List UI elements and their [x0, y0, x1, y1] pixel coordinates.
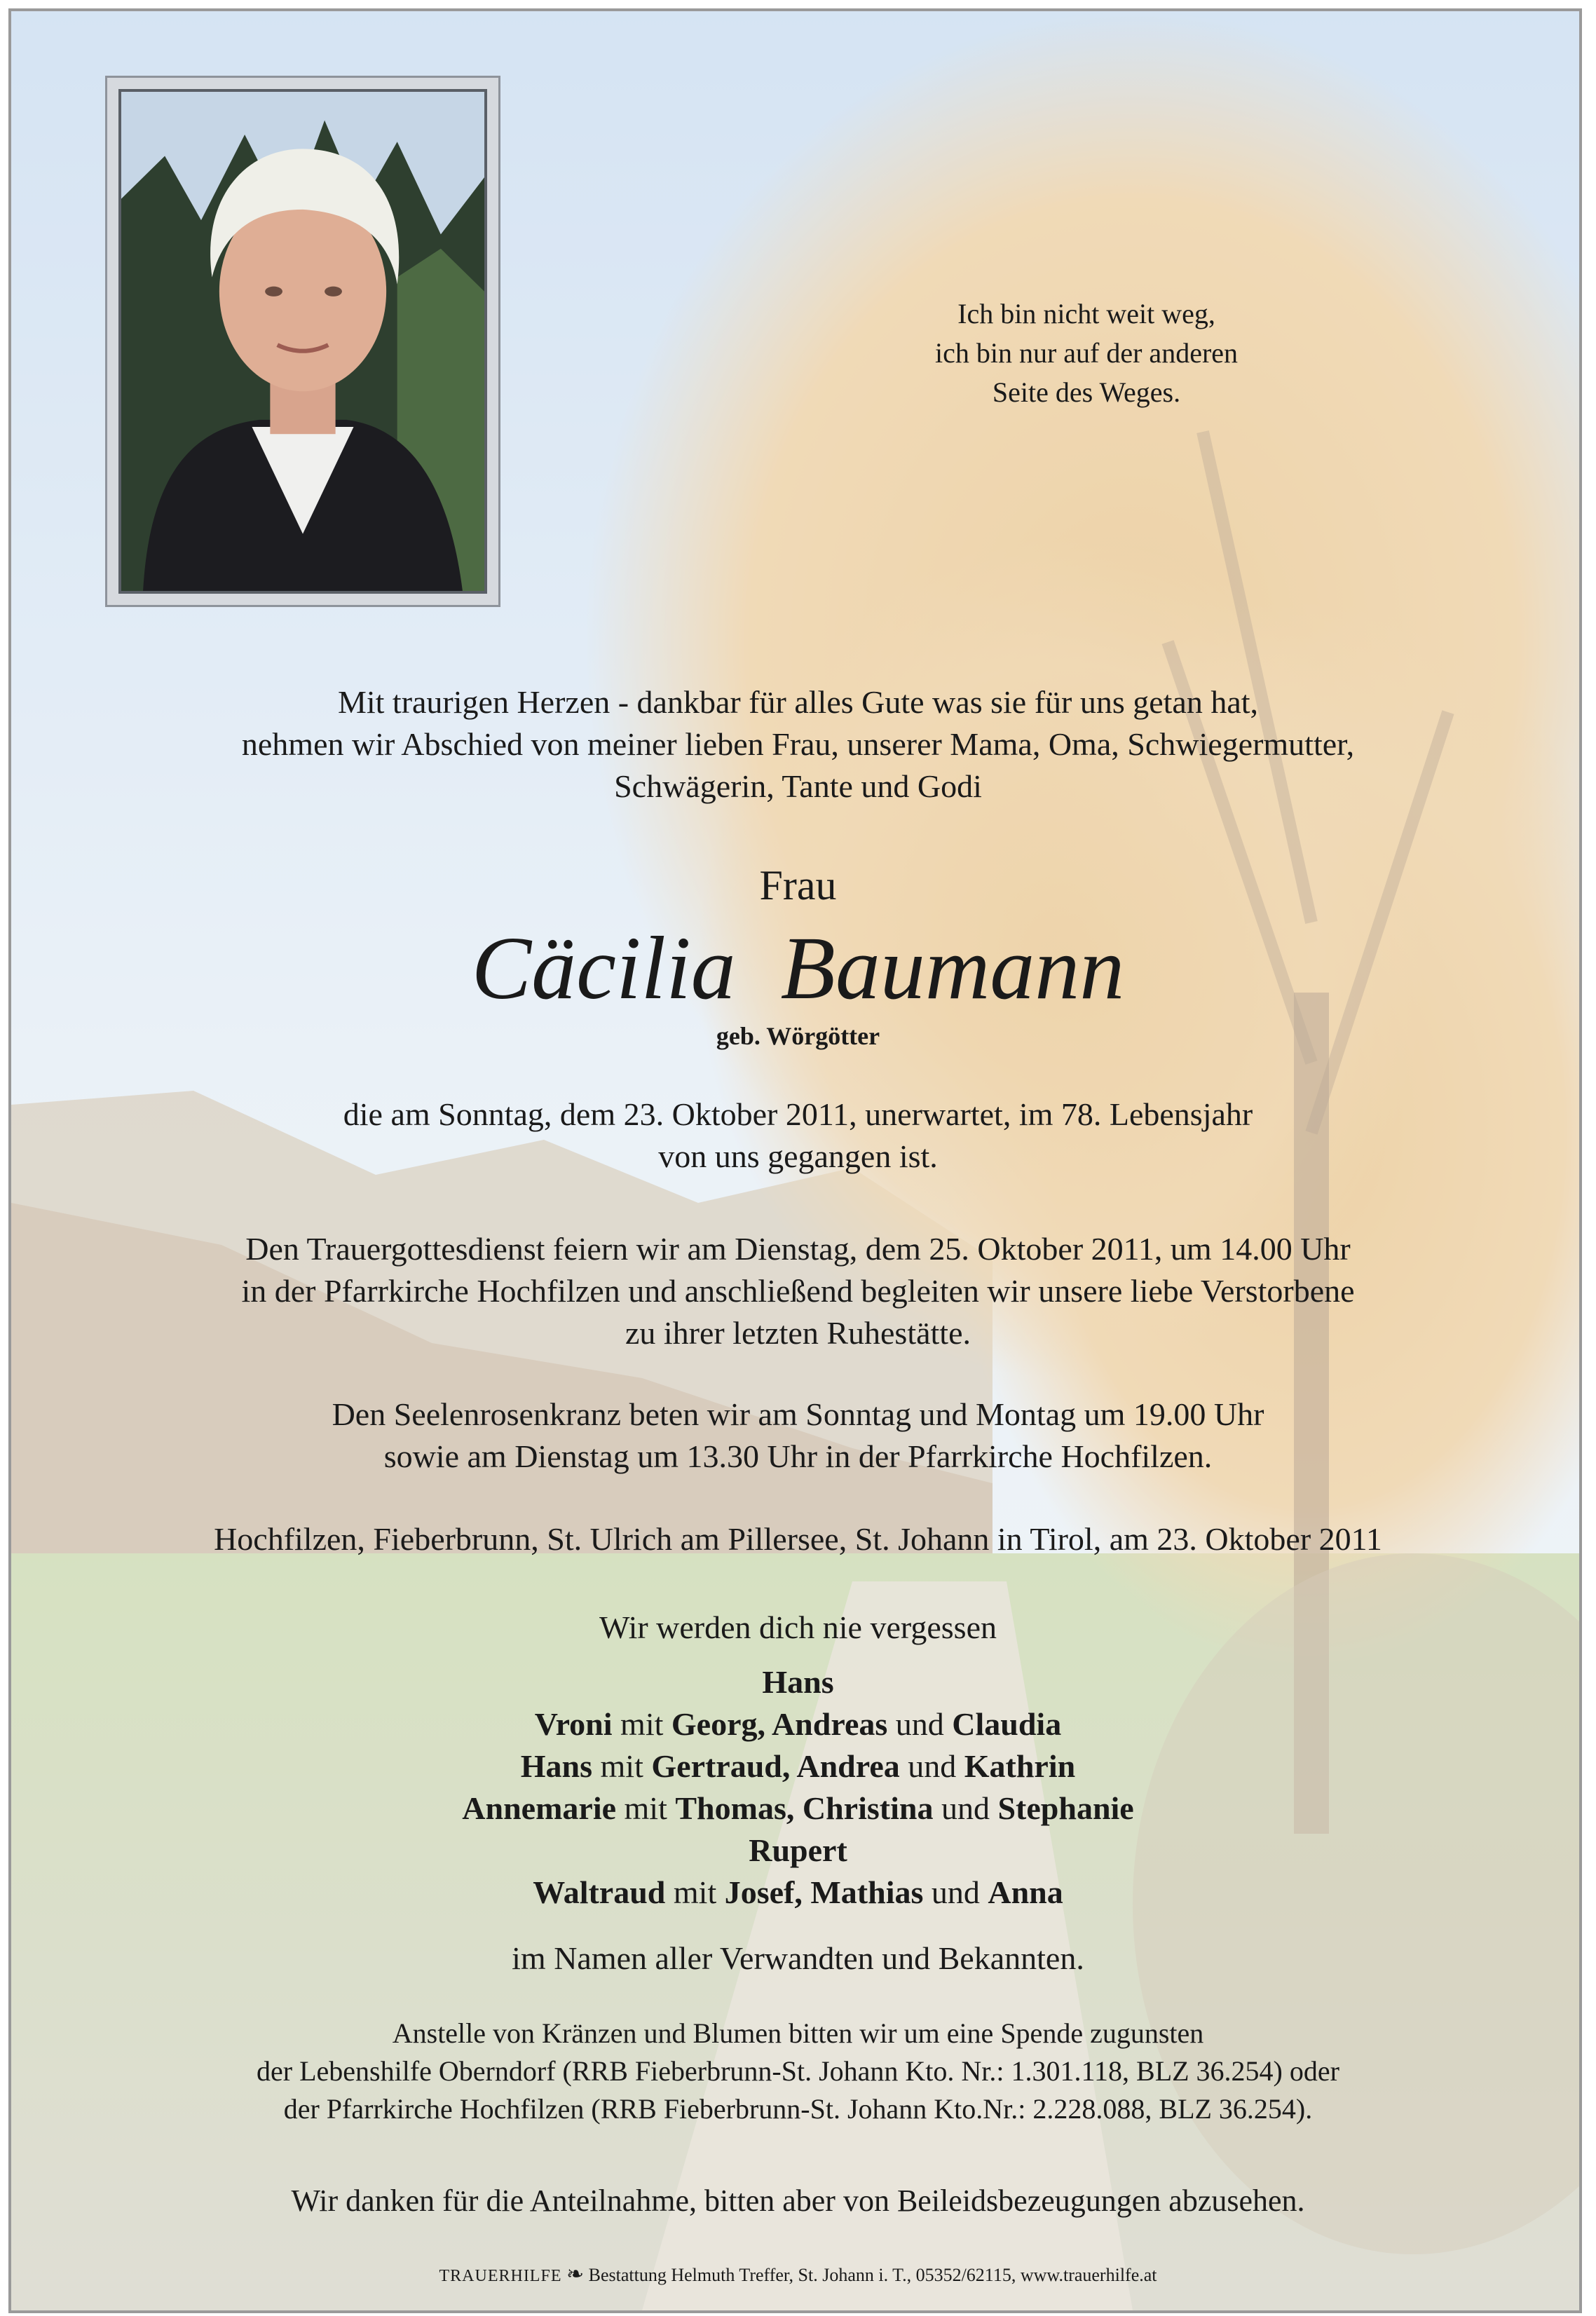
family-name: Gertraud, Andrea	[651, 1748, 900, 1784]
family-name: Anna	[988, 1874, 1063, 1910]
family-line	[0, 1830, 1596, 1872]
deceased-name: Cäcilia Baumann	[471, 918, 1125, 1018]
birth-name: geb. Wörgötter	[716, 1022, 880, 1050]
family-line	[0, 1745, 1596, 1787]
family-name: Vroni	[534, 1706, 613, 1742]
family-connector: mit	[665, 1874, 725, 1910]
service-line: Den Trauergottesdienst feiern wir am Dienstag, dem 25. Oktober 2011, um 14.00 Uhr	[245, 1231, 1351, 1267]
family-name: Kathrin	[964, 1748, 1076, 1784]
portrait-frame	[105, 76, 500, 607]
family-connector: mit	[592, 1748, 652, 1784]
family-name: Hans	[520, 1748, 593, 1784]
footer	[0, 2263, 1596, 2288]
never-forget: Wir werden dich nie vergessen	[599, 1609, 997, 1645]
footer-text: Bestattung Helmuth Treffer, St. Johann i. T., 05352/62115, www.trauerhilfe.at	[588, 2265, 1157, 2285]
family-name: Hans	[762, 1664, 834, 1700]
poem-line: Seite des Weges.	[992, 376, 1181, 408]
family-line	[0, 1872, 1596, 1914]
donation-line: der Pfarrkirche Hochfilzen (RRB Fieberbrunn-St. Johann Kto.Nr.: 2.228.088, BLZ 36.254).	[283, 2093, 1313, 2125]
portrait-photo	[118, 89, 487, 594]
family-connector: und	[899, 1748, 964, 1784]
funeral-service	[0, 1228, 1596, 1354]
intro-line: Mit traurigen Herzen - dankbar für alles Gute was sie für uns getan hat,	[337, 684, 1259, 720]
death-line: die am Sonntag, dem 23. Oktober 2011, unerwartet, im 78. Lebensjahr	[343, 1096, 1253, 1132]
family-name: Waltraud	[533, 1874, 666, 1910]
intro-line: Schwägerin, Tante und Godi	[614, 768, 982, 804]
family-name: Josef, Mathias	[724, 1874, 924, 1910]
family-name: Georg, Andreas	[671, 1706, 888, 1742]
family-name: Annemarie	[462, 1790, 617, 1826]
family-name: Thomas, Christina	[675, 1790, 934, 1826]
donation-line: der Lebenshilfe Oberndorf (RRB Fieberbrunn-St. Johann Kto. Nr.: 1.301.118, BLZ 36.254) oder	[257, 2055, 1339, 2087]
family-connector: und	[923, 1874, 988, 1910]
rosary-notice	[0, 1394, 1596, 1478]
poem-line: ich bin nur auf der anderen	[934, 337, 1239, 369]
intro-line: nehmen wir Abschied von meiner lieben Frau, unserer Mama, Oma, Schwiegermutter,	[241, 726, 1355, 762]
death-notice	[0, 1094, 1596, 1178]
thanks-line: Wir danken für die Anteilnahme, bitten aber von Beileidsbezeugungen abzusehen.	[291, 2184, 1305, 2218]
donation-line: Anstelle von Kränzen und Blumen bitten wir um eine Spende zugunsten	[392, 2017, 1204, 2049]
relatives-line: im Namen aller Verwandten und Bekannten.	[512, 1940, 1084, 1976]
family-connector: und	[887, 1706, 953, 1742]
family-name: Claudia	[952, 1706, 1062, 1742]
rosary-line: sowie am Dienstag um 13.30 Uhr in der Pfarrkirche Hochfilzen.	[383, 1438, 1213, 1474]
leaf-icon: ❧	[566, 2263, 585, 2286]
family-list	[0, 1661, 1596, 1914]
death-line: von uns gegangen ist.	[658, 1138, 938, 1174]
service-line: zu ihrer letzten Ruhestätte.	[625, 1315, 971, 1351]
family-name: Stephanie	[997, 1790, 1134, 1826]
family-line	[0, 1703, 1596, 1745]
service-line: in der Pfarrkirche Hochfilzen und anschließend begleiten wir unsere liebe Verstorbene	[241, 1273, 1355, 1309]
donation-request	[0, 2015, 1596, 2128]
rosary-line: Den Seelenrosenkranz beten wir am Sonntag und Montag um 19.00 Uhr	[332, 1396, 1264, 1432]
family-line	[0, 1661, 1596, 1703]
places-and-date: Hochfilzen, Fieberbrunn, St. Ulrich am Pillersee, St. Johann in Tirol, am 23. Oktober 2011	[214, 1521, 1382, 1557]
family-connector: mit	[612, 1706, 671, 1742]
salutation: Frau	[759, 862, 837, 908]
family-line	[0, 1787, 1596, 1830]
poem-line: Ich bin nicht weit weg,	[957, 298, 1215, 329]
intro-paragraph	[0, 681, 1596, 808]
family-connector: und	[933, 1790, 998, 1826]
footer-brand: TRAUERHILFE	[439, 2267, 562, 2285]
family-name: Rupert	[749, 1832, 847, 1868]
family-connector: mit	[616, 1790, 676, 1826]
poem	[736, 294, 1437, 412]
